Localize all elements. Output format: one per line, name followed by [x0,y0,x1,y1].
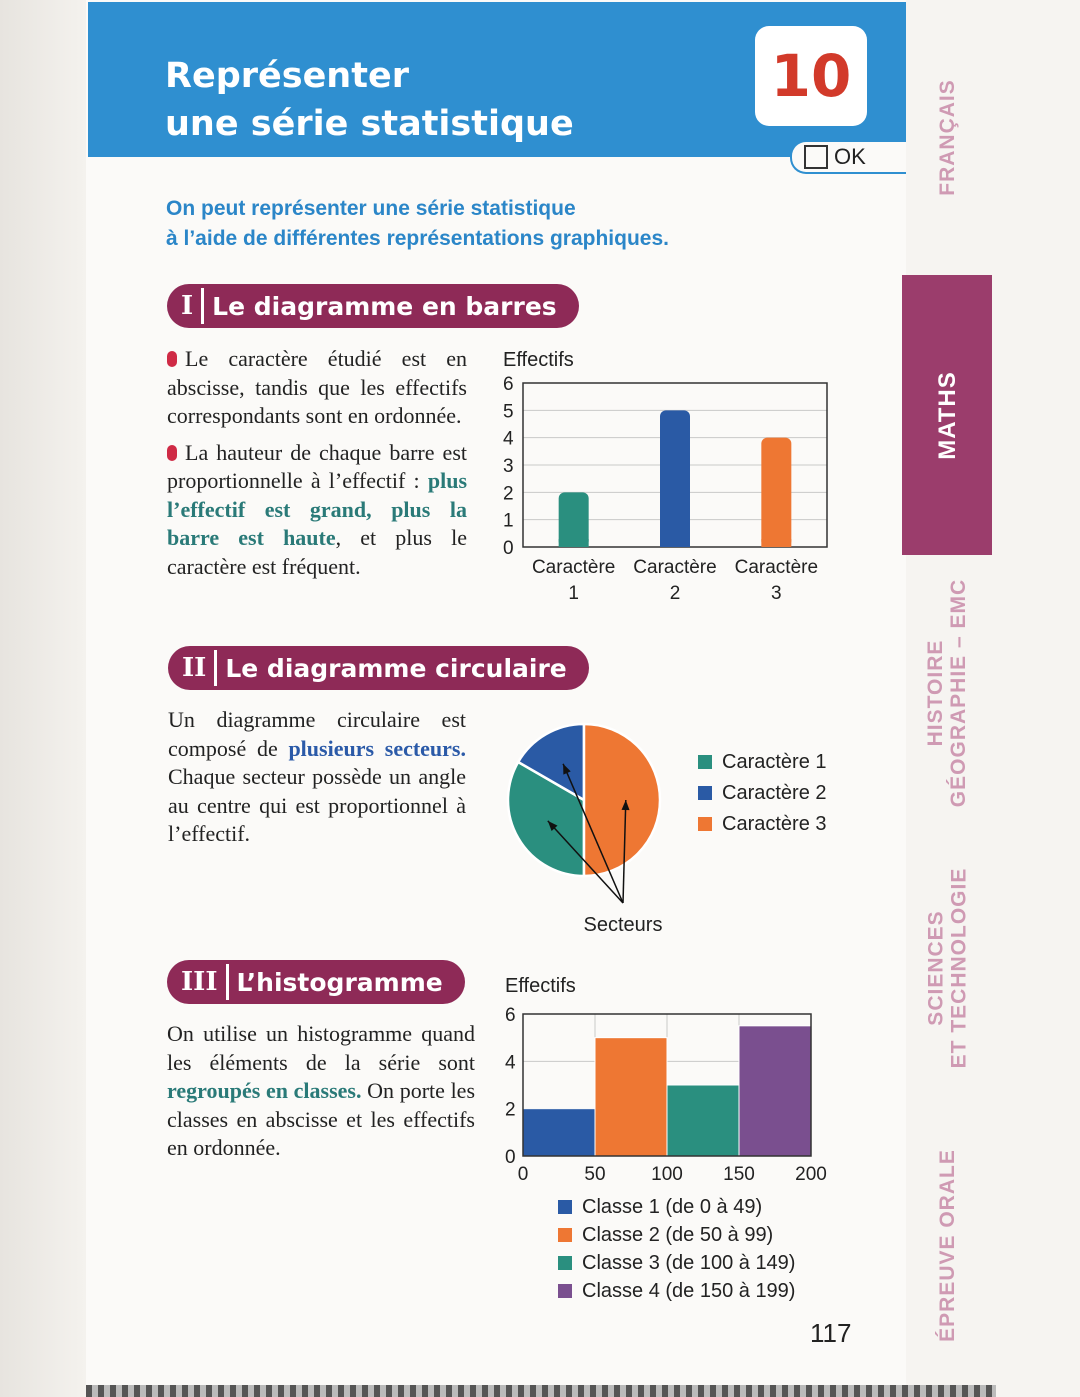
intro-line-2: à l’aide de différentes représentations graphiques. [166,227,669,250]
highlight-text: plus l’effectif est grand, plus la barre est haute [167,468,468,550]
legend-label: Caractère 1 [722,750,827,773]
section-title-bar-chart [167,284,579,328]
legend-item [558,1193,795,1221]
histogram-legend [558,1193,795,1305]
legend-swatch [558,1228,572,1242]
pie-chart-explanation [168,706,466,857]
y-tick-label: 2 [503,483,514,505]
y-axis-label: Effectifs [503,349,574,371]
paragraph-end: On porte les classes en abscisse et les effectifs en ordonnée. [167,1078,476,1160]
tab-label: FRANÇAIS [935,79,959,196]
legend-label: Classe 1 (de 0 à 49) [582,1195,763,1218]
pie-slice [584,724,660,876]
x-tick-label: 150 [723,1164,755,1185]
tab-label-line: SCIENCES [924,909,947,1026]
tab-label-line: GÉOGRAPHIE – EMC [947,578,970,807]
legend-swatch [558,1284,572,1298]
bar [761,438,791,547]
title-line-2: une série statistique [165,104,574,144]
annotation-label: Secteurs [583,914,663,936]
tab-label [924,867,970,1068]
legend-swatch [698,755,712,769]
category-label: 2 [669,583,681,604]
intro-line-1: On peut représenter une série statistique [166,197,576,220]
tab-label [924,578,970,806]
bar [660,410,690,547]
bar [559,492,589,547]
bar-base [761,539,791,547]
checkbox-icon[interactable] [804,145,828,169]
x-tick-label: 50 [584,1164,606,1185]
bar-chart-explanation [167,345,467,589]
section-label: L’histogramme [236,967,443,997]
category-label: Caractère [734,557,819,578]
section-title-pie-chart [168,646,589,690]
legend-item [558,1277,795,1305]
tab-francais[interactable] [902,0,992,275]
tab-label-line: ET TECHNOLOGIE [947,867,970,1068]
y-tick-label: 6 [505,1005,516,1026]
x-tick-label: 0 [517,1164,529,1185]
category-label: 3 [771,583,782,604]
section-label: Le diagramme en barres [212,291,557,321]
legend-item [698,810,827,838]
y-tick-label: 5 [503,401,514,423]
histogram-bar [739,1026,811,1156]
histogram-bar [595,1038,667,1156]
paragraph: Le caractère étudié est en abscisse, tandis que les effectifs correspondants sont en ordonnée. [167,346,467,428]
paragraph-end: , et plus le caractère est fréquent. [167,525,467,579]
y-axis-label: Effectifs [505,975,576,997]
category-label: 1 [568,583,579,604]
paragraph-start: La hauteur de chaque barre est proportionnelle à l’effectif : [167,439,467,493]
y-tick-label: 6 [503,374,514,395]
legend-item [558,1221,795,1249]
tab-sciences[interactable] [902,830,992,1105]
bullet-icon [167,351,177,367]
section-title-histogram [167,960,465,1004]
intro-text [166,194,786,254]
tab-histoire-geographie[interactable] [902,555,992,830]
y-tick-label: 1 [503,510,514,532]
legend-swatch [698,786,712,800]
bar-base [660,539,690,547]
legend-item [698,748,827,776]
legend-item [558,1249,795,1277]
x-tick-label: 200 [795,1164,827,1185]
tab-maths[interactable] [902,275,992,555]
category-label: Caractère [531,557,616,578]
legend-swatch [558,1200,572,1214]
legend-swatch [558,1256,572,1270]
page-number: 117 [810,1318,852,1348]
section-label: Le diagramme circulaire [225,653,567,683]
histogram-bar [523,1109,595,1156]
legend-label: Classe 3 (de 100 à 149) [582,1251,796,1274]
chapter-number-badge: 10 [755,26,867,126]
tab-label: ÉPREUVE ORALE [935,1148,959,1342]
y-tick-label: 3 [503,456,514,477]
page-title [165,52,574,148]
histogram-chart [495,968,845,1193]
tab-epreuve-orale[interactable] [902,1105,992,1385]
y-tick-label: 2 [505,1099,516,1121]
title-line-1: Représenter [165,56,409,96]
y-tick-label: 0 [503,538,514,559]
bar-chart [495,340,845,610]
tab-label: MATHS [933,370,961,460]
y-tick-label: 4 [503,428,514,450]
highlight-text: plusieurs secteurs. [288,735,466,761]
highlight-text: regroupés en classes. [167,1078,362,1103]
section-number: III [167,964,229,1000]
legend-label: Caractère 3 [722,812,827,835]
paragraph-start: On utilise un histogramme quand les éléments de la série sont [167,1021,475,1075]
legend-label: Caractère 2 [722,781,827,804]
pie-legend [698,748,827,838]
binding-edge [0,0,86,1397]
category-label: Caractère [633,557,717,578]
bullet-icon [167,445,177,461]
bar-base [559,539,589,547]
section-number: I [167,288,204,324]
y-tick-label: 0 [505,1147,516,1168]
section-number: II [168,650,217,686]
ok-checkbox[interactable] [790,140,906,174]
x-tick-label: 100 [651,1164,683,1185]
legend-swatch [698,817,712,831]
tab-label-line: HISTOIRE [924,639,947,746]
ok-label: OK [834,144,866,169]
legend-label: Classe 2 (de 50 à 99) [582,1223,774,1246]
y-tick-label: 4 [505,1052,516,1074]
histogram-bar [667,1085,739,1156]
legend-label: Classe 4 (de 150 à 199) [582,1279,796,1302]
binding-strip [86,1385,996,1397]
legend-item [698,779,827,807]
histogram-explanation [167,1020,475,1171]
paragraph-start: Un diagramme circulaire est composé de [168,707,466,761]
paragraph-end: Chaque secteur possède un angle au centre qui est proportionnel à l’effectif. [168,764,466,846]
